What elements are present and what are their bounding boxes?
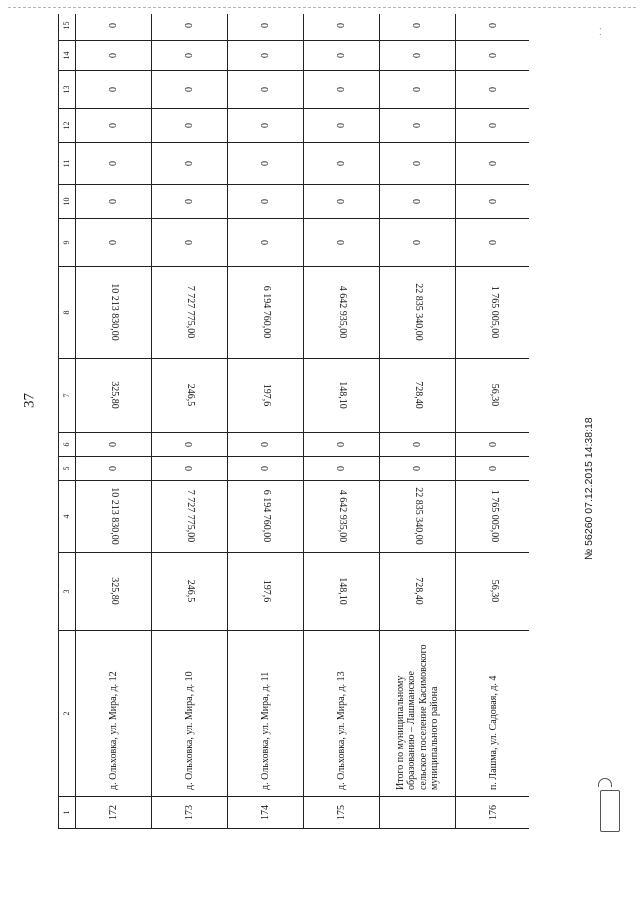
value-cell: 0 (456, 433, 530, 457)
table-row (228, 14, 304, 829)
value-cell: 0 (228, 433, 304, 457)
value-cell: 0 (152, 185, 228, 219)
value-cell: 197,6 (228, 359, 304, 433)
value-cell: 0 (380, 41, 456, 71)
value-cell: 0 (456, 109, 530, 143)
value-cell: 0 (228, 41, 304, 71)
value-cell: 7 727 775,00 (152, 481, 228, 553)
value-cell: 0 (456, 185, 530, 219)
column-number: 6 (59, 433, 76, 457)
value-cell: 0 (456, 71, 530, 109)
value-cell: 728,40 (380, 359, 456, 433)
value-cell: 0 (228, 71, 304, 109)
value-cell: 246,5 (152, 359, 228, 433)
value-cell: 0 (152, 109, 228, 143)
value-cell: 0 (380, 143, 456, 185)
value-cell: 0 (76, 109, 152, 143)
address-cell: д. Ольховка, ул. Мира, д. 12 (76, 631, 152, 797)
value-cell: 0 (304, 219, 380, 267)
value-cell: 0 (152, 457, 228, 481)
column-number-row (59, 14, 76, 829)
value-cell: 7 727 775,00 (152, 267, 228, 359)
value-cell: 148,10 (304, 359, 380, 433)
value-cell: 0 (76, 185, 152, 219)
value-cell: 0 (380, 433, 456, 457)
value-cell: 0 (228, 185, 304, 219)
column-number: 10 (59, 185, 76, 219)
value-cell: 325,80 (76, 359, 152, 433)
column-number: 13 (59, 71, 76, 109)
value-cell: 246,5 (152, 553, 228, 631)
scan-edge-line (8, 7, 636, 8)
value-cell: 0 (304, 143, 380, 185)
value-cell: 22 835 340,00 (380, 481, 456, 553)
value-cell: 1 765 005,00 (456, 481, 530, 553)
row-id-cell: 173 (152, 797, 228, 829)
column-number: 15 (59, 14, 76, 41)
value-cell: 0 (76, 433, 152, 457)
value-cell: 0 (380, 219, 456, 267)
value-cell: 0 (456, 143, 530, 185)
value-cell: 0 (228, 109, 304, 143)
value-cell: 56,30 (456, 359, 530, 433)
value-cell: 0 (456, 457, 530, 481)
value-cell: 0 (76, 457, 152, 481)
value-cell: 10 213 830,00 (76, 267, 152, 359)
table-row (456, 14, 530, 829)
value-cell: 0 (228, 14, 304, 41)
column-number: 11 (59, 143, 76, 185)
row-id-cell: 175 (304, 797, 380, 829)
value-cell: 0 (380, 109, 456, 143)
value-cell: 0 (76, 71, 152, 109)
value-cell: 0 (304, 185, 380, 219)
column-number: 12 (59, 109, 76, 143)
value-cell: 0 (76, 41, 152, 71)
value-cell: 6 194 760,00 (228, 481, 304, 553)
value-cell: 0 (304, 433, 380, 457)
value-cell: 728,40 (380, 553, 456, 631)
address-cell: д. Ольховка, ул. Мира, д. 10 (152, 631, 228, 797)
row-id-cell: 174 (228, 797, 304, 829)
seal-icon-top (598, 778, 612, 787)
column-number: 7 (59, 359, 76, 433)
value-cell: 0 (380, 457, 456, 481)
value-cell: 56,30 (456, 553, 530, 631)
value-cell: 0 (304, 14, 380, 41)
address-cell: д. Ольховка, ул. Мира, д. 11 (228, 631, 304, 797)
value-cell: 0 (456, 41, 530, 71)
value-cell: 0 (380, 71, 456, 109)
value-cell: 0 (76, 143, 152, 185)
value-cell: 1 765 005,00 (456, 267, 530, 359)
column-number: 8 (59, 267, 76, 359)
housing-table (58, 14, 529, 829)
value-cell: 22 835 340,00 (380, 267, 456, 359)
value-cell: 0 (152, 14, 228, 41)
value-cell: 0 (152, 71, 228, 109)
address-cell: Итого по муниципальному образованию – Лашманское сельское поселение Касимовского муниципального района (380, 631, 456, 797)
table-row (76, 14, 152, 829)
value-cell: 0 (304, 71, 380, 109)
value-cell: 4 642 935,00 (304, 481, 380, 553)
value-cell: 148,10 (304, 553, 380, 631)
table-row (152, 14, 228, 829)
registration-stamp: № 56260 07.12.2015 14:38:18 (583, 417, 595, 560)
table-frame (58, 14, 529, 829)
value-cell: 0 (304, 41, 380, 71)
page-number: 37 (21, 393, 38, 408)
row-id-cell: 176 (456, 797, 530, 829)
column-number: 5 (59, 457, 76, 481)
value-cell: 0 (304, 457, 380, 481)
value-cell: 0 (152, 433, 228, 457)
value-cell: 325,80 (76, 553, 152, 631)
address-cell: д. Ольховка, ул. Мира, д. 13 (304, 631, 380, 797)
value-cell: 0 (152, 143, 228, 185)
value-cell: 197,6 (228, 553, 304, 631)
table-row (380, 14, 456, 829)
column-number: 14 (59, 41, 76, 71)
value-cell: 0 (380, 185, 456, 219)
value-cell: 4 642 935,00 (304, 267, 380, 359)
table-row (304, 14, 380, 829)
row-id-cell: 172 (76, 797, 152, 829)
value-cell: 0 (228, 219, 304, 267)
value-cell: 6 194 760,00 (228, 267, 304, 359)
value-cell: 0 (304, 109, 380, 143)
row-id-cell (380, 797, 456, 829)
value-cell: 10 213 830,00 (76, 481, 152, 553)
column-number: 2 (59, 631, 76, 797)
value-cell: 0 (76, 219, 152, 267)
value-cell: 0 (456, 14, 530, 41)
value-cell: 0 (152, 41, 228, 71)
value-cell: 0 (228, 457, 304, 481)
column-number: 4 (59, 481, 76, 553)
scan-artifact: · · (596, 26, 608, 37)
value-cell: 0 (380, 14, 456, 41)
column-number: 1 (59, 797, 76, 829)
value-cell: 0 (456, 219, 530, 267)
value-cell: 0 (76, 14, 152, 41)
value-cell: 0 (152, 219, 228, 267)
address-cell: п. Лашма, ул. Садовая, д. 4 (456, 631, 530, 797)
seal-icon (600, 790, 620, 832)
column-number: 3 (59, 553, 76, 631)
value-cell: 0 (228, 143, 304, 185)
column-number: 9 (59, 219, 76, 267)
